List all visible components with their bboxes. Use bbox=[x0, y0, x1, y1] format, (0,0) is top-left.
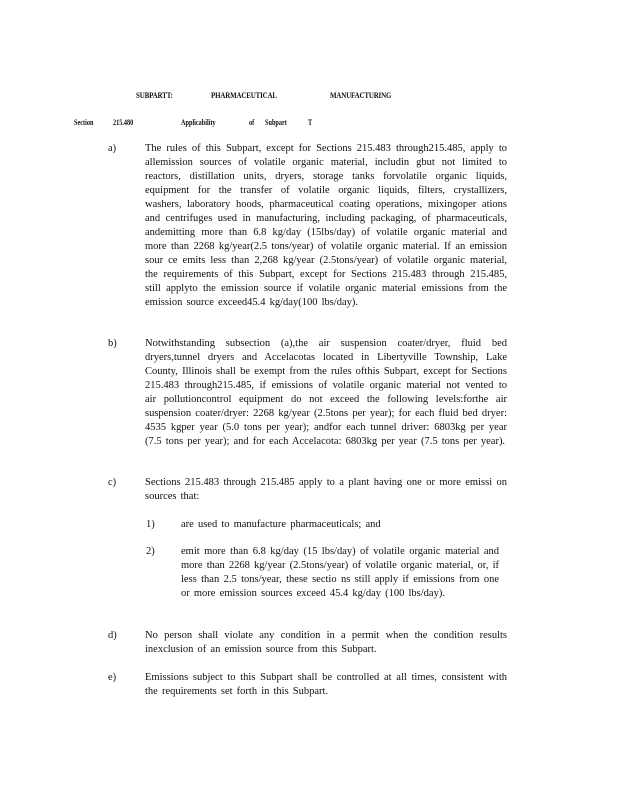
subparagraph-text: emit more than 6.8 kg/day (15 lbs/day) of volatile organic material and more than 2268 kg/year (2.5tons/year) of volatile organic material, or, if less than 2.5 tons/year, these sectio ns still apply if emissions from one or more emission sources exceed 45.4 kg/day (100 lbs/day). bbox=[181, 546, 499, 599]
paragraph-marker: d) bbox=[108, 630, 117, 641]
paragraph-marker: b) bbox=[108, 338, 117, 349]
section-of: of bbox=[249, 118, 255, 127]
section-subpart: Subpart bbox=[265, 118, 287, 127]
paragraph-text: Sections 215.483 through 215.485 apply to a plant having one or more emissi on sources that: bbox=[145, 477, 507, 502]
industry-heading: PHARMACEUTICAL bbox=[211, 90, 277, 100]
activity-heading: MANUFACTURING bbox=[330, 90, 392, 100]
subparagraph-marker: 1) bbox=[146, 519, 155, 530]
section-letter: T bbox=[308, 118, 313, 127]
paragraph-marker: e) bbox=[108, 672, 117, 683]
paragraph-marker: a) bbox=[108, 143, 117, 154]
paragraph-text: Notwithstanding subsection (a),the air suspension coater/dryer, fluid bed dryers,tunnel dryers and Accelacotas located in Libertyville Township, Lake County, Illinois shall be exempt from the rules ofthis Subpart, except for Sections 215.483 through215.485, if emissions of volatile organic material not vented to air pollutioncontrol equipment do not exceed the following levels:forthe air suspension coater/dryer: 2268 kg/year (2.5tons per year); for each fluid bed dryer: 4535 kgper year (5.0 tons per year); andfor each tunnel driver: 6803kg per year (7.5 tons per year); and for each Accelacota: 6803kg per year (7.5 tons per year). bbox=[145, 338, 507, 447]
paragraph-text: The rules of this Subpart, except for Sections 215.483 through215.485, apply to allemission sources of volatile organic material, includin gbut not limited to reactors, distillation units, dryers, storage tanks forvolatile organic liquids, equipment for the transfer of volatile organic liquids, filters, crystallizers, washers, laboratory hoods, pharmaceutical coating operations, mixingoper ations and centrifuges used in manufacturing, including packaging, of pharmaceuticals, andemitting more than 6.8 kg/day (15lbs/day) of volatile organic material and more than 2268 kg/year(2.5 tons/year) of volatile organic material. If an emission sour ce emits less than 2,268 kg/year (2.5tons/year) of volatile organic material, the requirements of this Subpart, except for Sections 215.483 through 215.485, still applyto the emission source if volatile organic material emissions from the emission source exceed45.4 kg/day(100 lbs/day). bbox=[145, 143, 507, 308]
paragraph-text: No person shall violate any condition in a permit when the condition results inexclusion of an emission source from this Subpart. bbox=[145, 630, 507, 655]
paragraph-marker: c) bbox=[108, 477, 117, 488]
section-number: 215.480 bbox=[113, 118, 134, 127]
subpart-heading: SUBPARTT: bbox=[136, 90, 173, 100]
section-label: Section bbox=[74, 118, 94, 127]
paragraph-text: Emissions subject to this Subpart shall be controlled at all times, consistent with the requirements set forth in this Subpart. bbox=[145, 672, 507, 697]
section-title: Applicability bbox=[181, 118, 216, 127]
subparagraph-text: are used to manufacture pharmaceuticals; and bbox=[181, 519, 381, 530]
subparagraph-marker: 2) bbox=[146, 546, 155, 557]
